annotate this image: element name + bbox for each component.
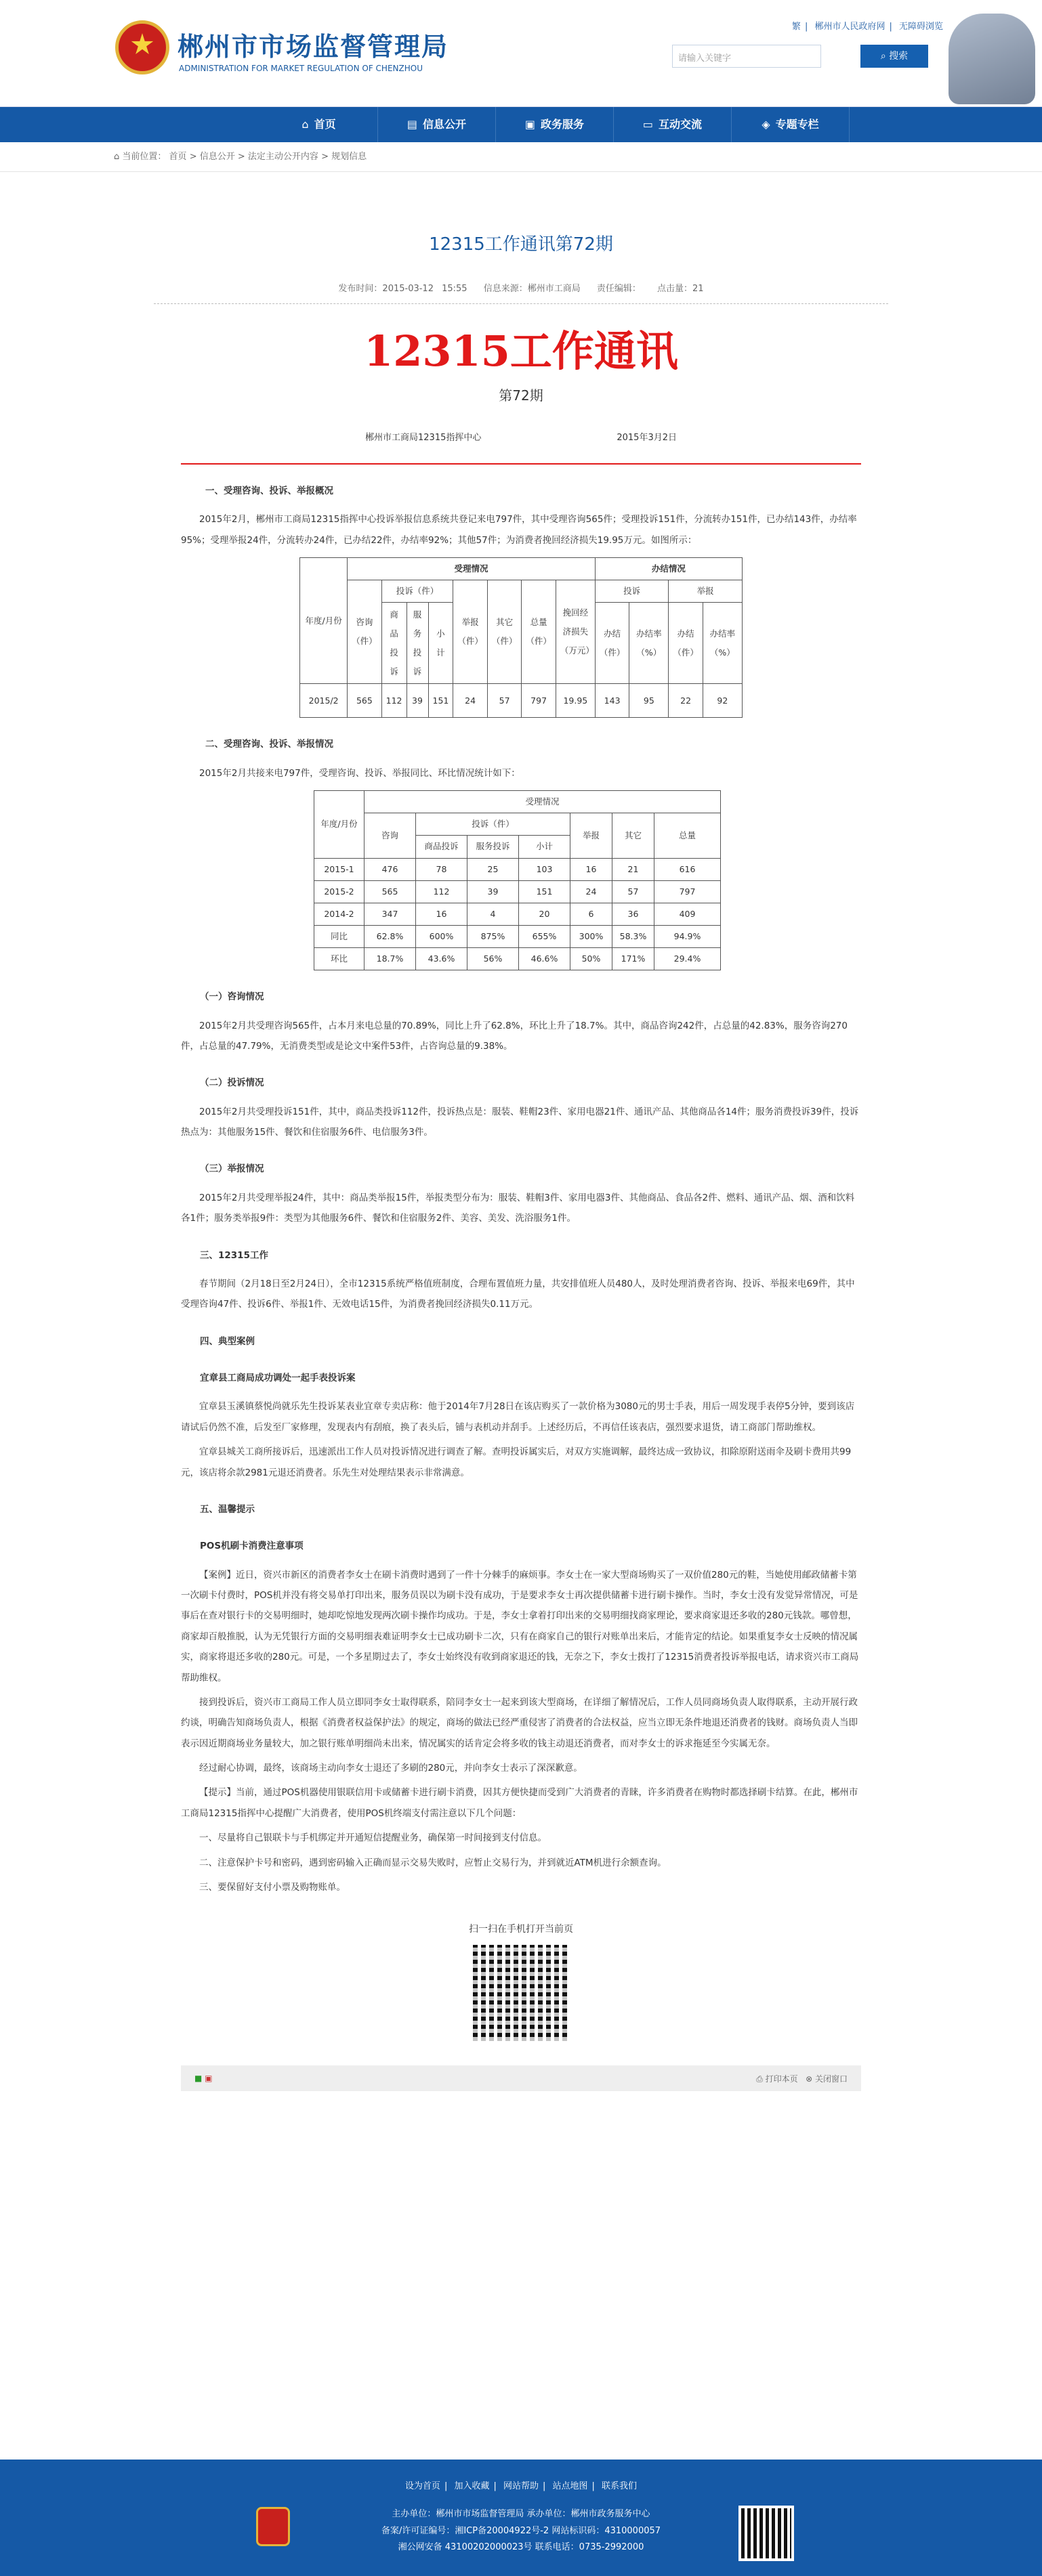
footer-qr-code — [738, 2506, 794, 2561]
share-icons — [194, 2074, 213, 2083]
article-meta — [181, 281, 861, 294]
footer-link[interactable]: 加入收藏 — [454, 2481, 490, 2491]
table-row — [314, 880, 721, 903]
table-cell: 16 — [416, 903, 467, 925]
section-heading: 五、温馨提示 — [200, 1503, 255, 1515]
weibo-icon[interactable]: ▣ — [205, 2074, 213, 2084]
table-cell: 同比 — [314, 925, 364, 947]
nav-label: 专题专栏 — [775, 118, 819, 131]
table-cell: 57 — [487, 684, 522, 718]
table-header: 商品投诉 — [416, 836, 467, 858]
table-cell: 2015-2 — [314, 880, 364, 903]
table-header: 挽回经济损失（万元） — [556, 580, 595, 684]
site-title: 郴州市市场监督管理局 — [178, 31, 449, 62]
table-cell: 103 — [519, 858, 570, 880]
table-cell: 95 — [629, 684, 669, 718]
paragraph: 2015年2月共受理咨询565件，占本月来电总量的70.89%，同比上升了62.8%，环比上升了18.7%。其中，商品咨询242件，占总量的42.83%，服务咨询270件，占总量的47.79%，无消费类型或是论文中案件53件，占咨询总量的9.38%。 — [181, 1020, 848, 1052]
document-icon: ▣ — [524, 118, 536, 131]
table-cell: 22 — [669, 684, 703, 718]
table-cell: 112 — [381, 684, 407, 718]
divider — [154, 303, 888, 304]
table-cell: 151 — [428, 684, 453, 718]
table-header: 办结情况 — [595, 558, 742, 580]
top-links: 繁 | 郴州市人民政府网 | 无障碍浏览 — [791, 22, 943, 32]
footer-link[interactable]: 站点地图 — [552, 2481, 588, 2491]
table-header: 投诉 — [595, 580, 669, 603]
table-header: 总量（件） — [522, 580, 556, 684]
footer-info — [0, 2506, 1042, 2556]
article — [181, 230, 861, 2041]
tip-item: 三、要保留好支付小票及购物账单。 — [199, 1881, 346, 1893]
table-cell: 2015/2 — [300, 684, 348, 718]
issue-number: 第72期 — [499, 387, 543, 404]
table-cell: 39 — [407, 684, 428, 718]
footer-links: 设为首页 | 加入收藏 | 网站帮助 | 站点地图 | 联系我们 — [404, 2481, 638, 2491]
case-heading: 宜章县工商局成功调处一起手表投诉案 — [200, 1373, 356, 1383]
paragraph: 2015年2月共受理投诉151件，其中，商品类投诉112件，投诉热点是：服装、鞋帽23件、家用电器21件、通讯产品、其他商品各14件；服务消费投诉39件，投诉热点为：其他服务15件、餐饮和住宿服务6件、电信服务3件。 — [181, 1106, 859, 1138]
table-row — [300, 684, 743, 718]
table-cell: 171% — [612, 948, 654, 970]
breadcrumb-home[interactable]: 首页 — [169, 152, 187, 162]
table-cell: 875% — [467, 925, 519, 947]
search-button[interactable] — [860, 45, 928, 68]
section-heading: 三、12315工作 — [200, 1249, 268, 1261]
table-cell: 6 — [570, 903, 612, 925]
table-cell: 600% — [416, 925, 467, 947]
editor: 责任编辑： — [596, 284, 641, 294]
section-heading: 四、典型案例 — [200, 1335, 255, 1347]
table-cell: 21 — [612, 858, 654, 880]
nav-label: 信息公开 — [423, 118, 467, 131]
table-header: 年度/月份 — [314, 791, 364, 858]
search-input[interactable]: 请输入关键字 — [672, 45, 821, 68]
table-cell: 56% — [467, 948, 519, 970]
footer-link[interactable]: 联系我们 — [602, 2481, 638, 2491]
table-row — [314, 858, 721, 880]
table-header: 受理情况 — [364, 791, 721, 813]
site-footer — [0, 2460, 1042, 2576]
table-cell: 151 — [519, 880, 570, 903]
paragraph: 2015年2月共接来电797件，受理咨询、投诉、举报同比、环比情况统计如下： — [199, 767, 520, 779]
table-cell: 29.4% — [654, 948, 721, 970]
table-cell: 19.95 — [556, 684, 595, 718]
table-cell: 616 — [654, 858, 721, 880]
section-heading: 二、受理咨询、投诉、举报情况 — [205, 739, 333, 750]
footer-organizer: 主办单位：郴州市市场监督管理局 承办单位：郴州市政务服务中心 — [392, 2509, 650, 2519]
table-cell: 476 — [364, 858, 416, 880]
table-header: 小计 — [519, 836, 570, 858]
table-header: 商品投诉 — [381, 603, 407, 684]
table-row — [314, 948, 721, 970]
table-row — [314, 925, 721, 947]
table-header: 举报 — [669, 580, 743, 603]
table-header: 咨询 — [364, 813, 416, 858]
table-cell: 4 — [467, 903, 519, 925]
table-cell: 39 — [467, 880, 519, 903]
subsection-heading: （二）投诉情况 — [200, 1077, 264, 1089]
table-header: 总量 — [654, 813, 721, 858]
table-cell: 409 — [654, 903, 721, 925]
table-cell: 565 — [364, 880, 416, 903]
table-row — [314, 903, 721, 925]
site-header — [0, 0, 1042, 107]
table-header: 其它 — [612, 813, 654, 858]
site-subtitle: ADMINISTRATION FOR MARKET REGULATION OF CHENZHOU — [179, 64, 423, 73]
close-icon: ⊗ — [806, 2074, 813, 2084]
breadcrumb-label: 当前位置： — [122, 152, 167, 162]
red-divider — [181, 463, 861, 465]
footer-icp: 备案/许可证编号：湘ICP备20004922号-2 网站标识码：4310000057 — [381, 2525, 661, 2536]
paragraph: 2015年2月共受理举报24件，其中：商品类举报15件，举报类型分布为：服装、鞋帽3件、家用电器3件、其他商品、食品各2件、燃料、通讯产品、烟、酒和饮料各1件；服务类举报9件：类型为其他服务6件、餐饮和住宿服务2件、美容、美发、洗浴服务1件。 — [181, 1192, 855, 1224]
nav-label: 互动交流 — [659, 118, 703, 131]
table-cell: 36 — [612, 903, 654, 925]
breadcrumb-info[interactable]: 信息公开 — [199, 152, 235, 162]
table-cell: 43.6% — [416, 948, 467, 970]
table-cell: 24 — [570, 880, 612, 903]
table-cell: 797 — [654, 880, 721, 903]
table-header: 办结率（%） — [703, 603, 742, 684]
table-cell: 92 — [703, 684, 742, 718]
home-icon: ⌂ — [301, 118, 309, 131]
breadcrumb-planning[interactable]: 规划信息 — [331, 152, 367, 162]
summary-table — [299, 557, 743, 718]
table-header: 举报 — [570, 813, 612, 858]
table-cell: 2014-2 — [314, 903, 364, 925]
footer-link[interactable]: 设为首页 — [404, 2481, 440, 2491]
table-header: 办结（件） — [669, 603, 703, 684]
issuing-org: 郴州市工商局12315指挥中心 — [365, 433, 482, 443]
org-line — [181, 430, 861, 443]
newsletter-banner: 12315工作通讯 — [364, 326, 678, 376]
table-cell: 18.7% — [364, 948, 416, 970]
paragraph: 经过耐心协调，最终，该商场主动向李女士退还了多刷的280元，并向李女士表示了深深歉意。 — [199, 1763, 583, 1774]
main-nav — [0, 107, 1042, 142]
search-button-label: 搜索 — [889, 51, 909, 62]
share-bar — [181, 2065, 861, 2091]
table-header: 服务投诉 — [467, 836, 519, 858]
info-source: 信息来源：郴州市工商局 — [483, 284, 581, 294]
publish-time: 发布时间：2015-03-12 15:55 — [338, 284, 467, 294]
table-cell: 50% — [570, 948, 612, 970]
table-header: 其它（件） — [487, 580, 522, 684]
table-header: 服务投诉 — [407, 603, 428, 684]
table-cell: 16 — [570, 858, 612, 880]
stone-lion-image — [949, 14, 1035, 104]
breadcrumb-statutory[interactable]: 法定主动公开内容 — [247, 152, 318, 162]
paragraph: 2015年2月，郴州市工商局12315指挥中心投诉举报信息系统共登记来电797件，其中受理咨询565件；受理投诉151件，分流转办151件，已办结143件，办结率95%；受理举报24件，分流转办24件，已办结22件，办结率92%；其他57件；为消费者挽回经济损失19.95万元。如图所示： — [181, 514, 857, 546]
gov-badge-icon[interactable] — [256, 2507, 290, 2546]
footer-link[interactable]: 网站帮助 — [503, 2481, 539, 2491]
footer-police-record: 湘公网安备 43100202000023号 联系电话：0735-2992000 — [398, 2542, 644, 2553]
traditional-chinese-link[interactable]: 繁 — [791, 22, 801, 32]
table-header: 受理情况 — [348, 558, 596, 580]
accessibility-link[interactable]: 无障碍浏览 — [898, 22, 943, 32]
table-header: 小计 — [428, 603, 453, 684]
qr-label: 扫一扫在手机打开当前页 — [469, 1924, 573, 1935]
view-count: 点击量：21 — [657, 284, 704, 294]
tip-item: 一、尽量将自己银联卡与手机绑定并开通短信提醒业务，确保第一时间接到支付信息。 — [199, 1832, 547, 1844]
table-cell: 78 — [416, 858, 467, 880]
table-header: 办结率（%） — [629, 603, 669, 684]
qr-code-image — [473, 1945, 569, 2041]
print-button[interactable]: 打印本页 — [765, 2074, 798, 2084]
print-icon: ⎙ — [756, 2074, 763, 2084]
location-icon: ⌂ — [114, 152, 123, 162]
table-cell: 20 — [519, 903, 570, 925]
nav-interaction[interactable] — [614, 107, 732, 142]
table-cell: 143 — [595, 684, 629, 718]
wechat-icon[interactable]: ■ — [194, 2074, 203, 2084]
paragraph: 春节期间（2月18日至2月24日），全市12315系统严格值班制度，合理布置值班力量，共安排值班人员480人，及时处理消费者咨询、投诉、举报来电69件，其中受理咨询47件、投诉6件、举报1件、无效电话15件，为消费者挽回经济损失0.11万元。 — [181, 1278, 855, 1310]
table-header: 投诉（件） — [381, 580, 453, 603]
paragraph: 宜章县城关工商所接诉后，迅速派出工作人员对投诉情况进行调查了解。查明投诉属实后，对双方实施调解，最终达成一致协议，扣除原附送雨伞及刷卡费用共99元，该店将余款2981元退还消费者。乐先生对处理结果表示非常满意。 — [181, 1446, 852, 1478]
table-cell: 58.3% — [612, 925, 654, 947]
table-cell: 112 — [416, 880, 467, 903]
table-cell: 300% — [570, 925, 612, 947]
tip-item: 二、注意保护卡号和密码，遇到密码输入正确而显示交易失败时，应暂止交易行为，并到就近ATM机进行余额查询。 — [199, 1857, 667, 1868]
chat-icon: ▭ — [642, 118, 654, 131]
table-header: 办结（件） — [595, 603, 629, 684]
table-header: 举报（件） — [453, 580, 488, 684]
paragraph: 接到投诉后，资兴市工商局工作人员立即同李女士取得联系，陪同李女士一起来到该大型商场，在详细了解情况后，工作人员同商场负责人取得联系，主动开展行政约谈，明确告知商场负责人，根据《消费者权益保护法》的规定，商场的做法已经严重侵害了消费者的合法权益，应当立即无条件地退还消费者的钱财。商场负责人当即表示因近期商场业务量较大，加之银行账单明细尚未出来，情况属实的话肯定会将多收的钱主动退还消费者，而对李女士的诉求拖延至今实属无奈。 — [181, 1696, 858, 1749]
breadcrumb: ⌂ 当前位置： 首页 > 信息公开 > 法定主动公开内容 > 规划信息 — [0, 142, 1042, 172]
table-cell: 环比 — [314, 948, 364, 970]
table-cell: 655% — [519, 925, 570, 947]
section-heading: 一、受理咨询、投诉、举报概况 — [205, 486, 333, 496]
close-window-button[interactable]: 关闭窗口 — [814, 2074, 848, 2084]
table-cell: 797 — [522, 684, 556, 718]
subsection-heading: （三）举报情况 — [200, 1163, 264, 1175]
table-cell: 46.6% — [519, 948, 570, 970]
nav-label: 政务服务 — [541, 118, 585, 131]
table-cell: 347 — [364, 903, 416, 925]
paragraph: 【提示】当前，通过POS机器使用银联信用卡或储蓄卡进行刷卡消费，因其方便快捷而受到广大消费者的青睐，许多消费者在购物时都选择刷卡结算。在此，郴州市工商局12315指挥中心提醒广大消费者，使用POS机终端支付需注意以下几个问题： — [181, 1787, 858, 1819]
nav-info-open[interactable] — [378, 107, 496, 142]
paragraph: 【案例】近日，资兴市新区的消费者李女士在刷卡消费时遇到了一件十分棘手的麻烦事。李女士在一家大型商场购买了一双价值280元的鞋，当她使用邮政储蓄卡第一次刷卡付费时，POS机并没有将交易单打印出来，服务员误以为刷卡没有成功，于是要求李女士再次提供储蓄卡进行刷卡操作。当时，李女士没有发觉异常情况，可是事后在查对银行卡的交易明细时，她却吃惊地发现两次刷卡操作均成功。于是，李女士拿着打印出来的交易明细找商家理论，要求商家退还多收的280元钱款。哪曾想，商家却百般推脱，认为无凭银行方面的交易明细表难证明李女士已成功刷卡二次，只有在商家自己的银行对账单出来后，才能肯定的结论。如果重复李女士反映的情况属实，商家将退还多收的280元。可是，一个多星期过去了，李女士始终没有收到商家退还的钱，无奈之下，李女士拨打了12315消费者投诉举报电话，请求资兴市工商局帮助维权。 — [181, 1569, 859, 1683]
issue-date: 2015年3月2日 — [617, 433, 677, 443]
comparison-table — [314, 790, 721, 970]
national-emblem-icon — [115, 20, 169, 74]
subsection-heading: （一）咨询情况 — [200, 991, 264, 1003]
nav-services[interactable] — [496, 107, 614, 142]
search-icon: ⌕ — [880, 51, 890, 62]
layers-icon: ◈ — [762, 118, 770, 131]
nav-home[interactable] — [260, 107, 378, 142]
table-cell: 94.9% — [654, 925, 721, 947]
table-cell: 565 — [348, 684, 382, 718]
table-cell: 24 — [453, 684, 488, 718]
paragraph: 宜章县玉溪镇蔡悦尚就乐先生投诉某表业宜章专卖店称：他于2014年7月28日在该店购买了一款价格为3080元的男士手表，用后一周发现手表停5分钟，要到该店请试后仍然不准，后发至厂家修理，发现表内有刮痕，换了表头后，铺与表机动并刮手。上述经历后，不再信任该表店，强烈要求退货，请工商部门帮助维权。 — [181, 1401, 855, 1433]
table-header: 年度/月份 — [300, 558, 348, 684]
article-body — [181, 481, 861, 1897]
table-cell: 62.8% — [364, 925, 416, 947]
table-header: 咨询（件） — [348, 580, 382, 684]
case-heading: POS机刷卡消费注意事项 — [200, 1541, 304, 1552]
table-cell: 2015-1 — [314, 858, 364, 880]
table-header: 投诉（件） — [416, 813, 570, 836]
table-cell: 57 — [612, 880, 654, 903]
nav-topics[interactable] — [732, 107, 850, 142]
city-gov-link[interactable]: 郴州市人民政府网 — [814, 22, 885, 32]
article-title: 12315工作通讯第72期 — [429, 234, 613, 255]
book-icon: ▤ — [407, 118, 418, 131]
table-cell: 25 — [467, 858, 519, 880]
nav-label: 首页 — [314, 118, 336, 131]
